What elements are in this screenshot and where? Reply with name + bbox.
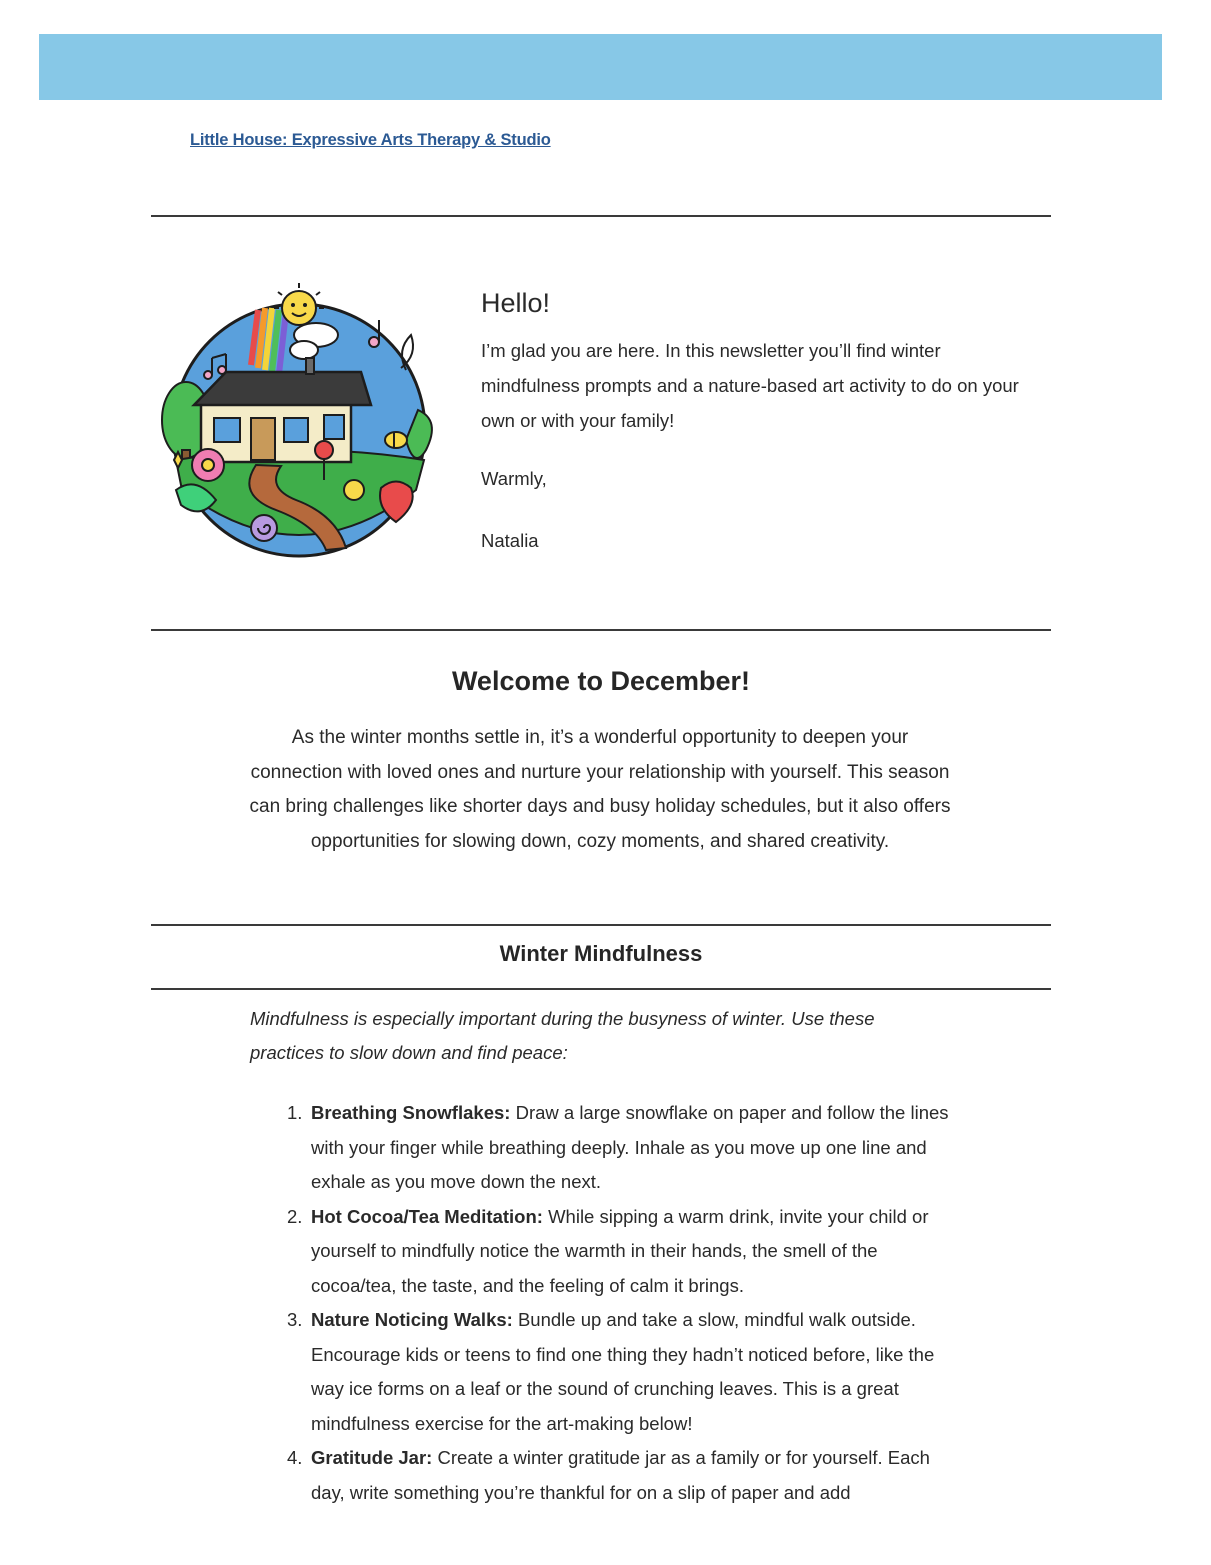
divider <box>151 988 1051 990</box>
greeting-message: I’m glad you are here. In this newsletter you’ll find winter mindfulness prompts and a nature-based art activity to do on your own or with your family! <box>481 340 1019 431</box>
divider <box>151 215 1051 217</box>
mindfulness-intro: Mindfulness is especially important during the busyness of winter. Use these practices to slow down and find peace: <box>250 1008 875 1063</box>
divider <box>151 629 1051 631</box>
rainbow <box>251 308 286 374</box>
item-number: 1. <box>287 1102 303 1123</box>
list-item <box>287 1096 957 1200</box>
brand-link[interactable]: Little House: Expressive Arts Therapy & Studio <box>190 131 551 149</box>
item-number: 2. <box>287 1205 303 1227</box>
item-number: 4. <box>287 1447 303 1468</box>
flower-yellow <box>344 480 364 500</box>
house-garden-illustration <box>156 280 446 565</box>
item-description: Bundle up and take a slow, mindful walk outside. Encourage kids or teens to find one thing they hadn’t noticed before, like the way ice forms on a leaf or the sound of crunching leaves. This is a great mindfulness exercise for the art-making below! <box>311 1309 935 1434</box>
list-item <box>287 1200 957 1304</box>
snail-icon <box>251 515 277 541</box>
list-item <box>287 1303 957 1441</box>
header-band <box>39 34 1162 100</box>
divider <box>151 924 1051 926</box>
bee-icon <box>385 432 407 448</box>
practice-list <box>287 1096 957 1510</box>
welcome-heading: Welcome to December! <box>451 666 751 696</box>
item-title: Nature Noticing Walks: <box>311 1309 513 1330</box>
item-title: Hot Cocoa/Tea Meditation: <box>311 1205 543 1227</box>
item-description: While sipping a warm drink, invite your child or yourself to mindfully notice the warmth in their hands, the smell of the cocoa/tea, the taste, and the feeling of calm it brings. <box>311 1205 929 1296</box>
item-description: Draw a large snowflake on paper and follow the lines with your finger while breathing deeply. Inhale as you move up one line and exhale as you move down the next. <box>311 1102 949 1192</box>
flower-pink <box>192 449 224 481</box>
item-number: 3. <box>287 1309 303 1330</box>
closing: Warmly, <box>481 468 547 489</box>
greeting-heading: Hello! <box>481 288 551 318</box>
welcome-body: As the winter months settle in, it’s a wonderful opportunity to deepen your connection with loved ones and nurture your relationship with yourself. This season can bring challenges like shorter days and busy holiday schedules, but it also offers opportunities for slowing down, cozy moments, and shared creativity. <box>249 727 951 852</box>
item-title: Breathing Snowflakes: <box>311 1102 511 1123</box>
item-title: Gratitude Jar: <box>311 1447 433 1468</box>
item-description: Create a winter gratitude jar as a family or for yourself. Each day, write something you’re thankful for on a slip of paper and add <box>311 1447 930 1503</box>
winter-mindfulness-heading: Winter Mindfulness <box>499 941 703 966</box>
greeting-block <box>481 285 1041 551</box>
list-item <box>287 1441 957 1510</box>
signature: Natalia <box>481 530 539 551</box>
